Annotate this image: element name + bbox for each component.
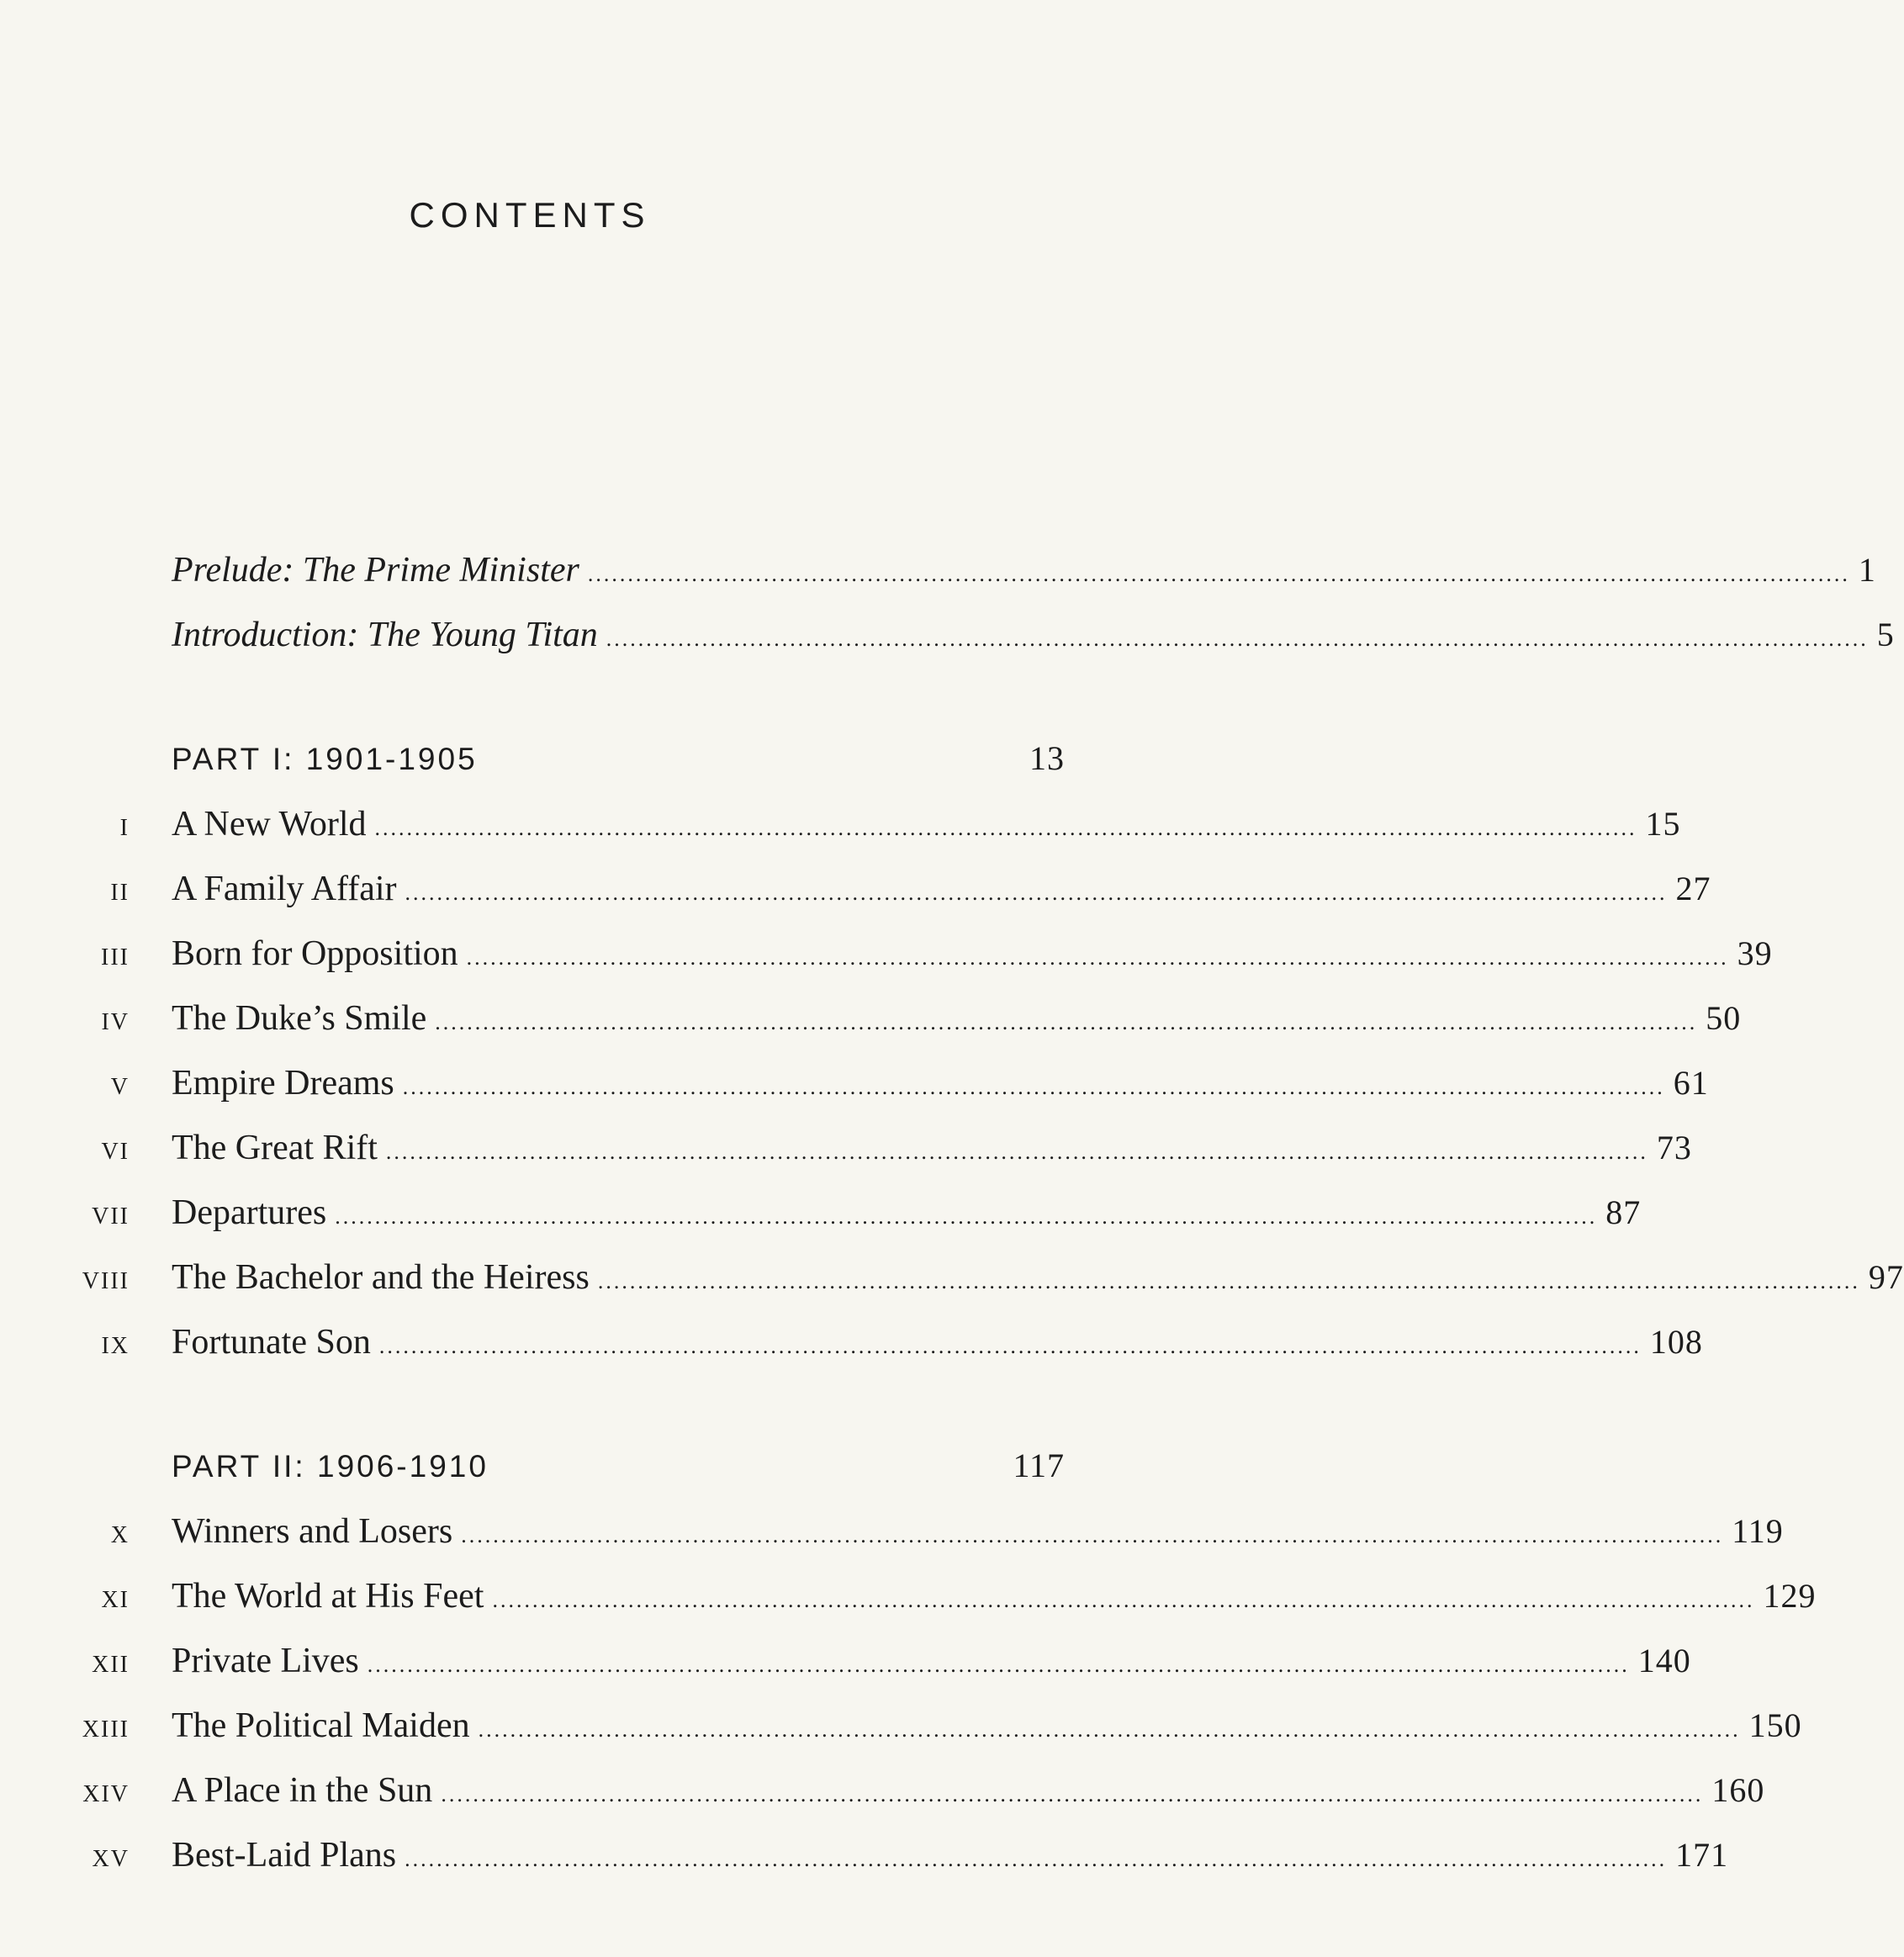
page-number: 39 [1737,934,1773,972]
entry-label: Introduction: The Young Titan [172,616,598,654]
dot-leader: .............................................................................................................................................................. [435,1010,1698,1034]
page-number: 117 [1013,1447,1065,1484]
chapter-title: Departures [172,1193,327,1232]
page-number: 129 [1763,1577,1817,1615]
page-number: 1 [1858,551,1876,589]
entry-label: Prelude: The Prime Minister [172,551,579,590]
chapter-number: v [110,1064,130,1102]
dot-leader: .............................................................................................................................................................. [405,1847,1668,1871]
chapter-number: ix [101,1323,130,1361]
chapter-title: A Family Affair [172,870,397,908]
toc-row-chapter[interactable] [0,1058,1709,1108]
chapter-title: The Political Maiden [172,1706,470,1745]
chapter-number: xi [101,1577,130,1615]
page-number: 97 [1868,1258,1904,1296]
toc-row-chapter[interactable] [0,1123,1692,1173]
dot-leader: .............................................................................................................................................................. [378,1334,1642,1358]
toc-row-chapter[interactable] [0,1700,1802,1751]
toc-row-chapter[interactable] [0,1317,1703,1367]
toc-row-chapter[interactable] [0,928,1773,979]
dot-leader: .............................................................................................................................................................. [466,945,1729,970]
page-number: 50 [1706,999,1742,1037]
page-number: 61 [1673,1064,1709,1102]
chapter-title: Fortunate Son [172,1323,371,1362]
chapter-number: i [119,805,130,843]
chapter-number: vi [101,1129,130,1166]
toc-row-chapter[interactable] [0,1765,1765,1816]
dot-leader: .............................................................................................................................................................. [606,627,1869,651]
chapter-title: The Bachelor and the Heiress [172,1258,590,1297]
toc-row-chapter[interactable] [0,1571,1817,1621]
page-number: 160 [1711,1771,1765,1809]
chapter-number: viii [82,1258,130,1296]
chapter-number: xiii [82,1706,130,1744]
dot-leader: .............................................................................................................................................................. [367,1653,1630,1677]
page-number: 150 [1748,1706,1802,1744]
dot-leader: .............................................................................................................................................................. [587,562,1850,586]
page-number: 108 [1649,1323,1703,1361]
toc-row-introduction[interactable] [0,610,1895,660]
chapter-number: x [110,1512,130,1550]
chapter-title: Born for Opposition [172,934,458,973]
part-heading: PART I: 1901-1905 [172,742,478,776]
page-number: 13 [1029,739,1065,777]
page-number: 27 [1675,870,1711,907]
toc-row-prelude[interactable] [0,545,1876,595]
page-number: 119 [1732,1512,1784,1550]
page-number: 140 [1637,1642,1691,1679]
page-number: 15 [1645,805,1681,843]
dot-leader: .............................................................................................................................................................. [597,1269,1860,1293]
dot-leader: .............................................................................................................................................................. [492,1588,1755,1612]
toc-row-chapter[interactable] [0,1506,1784,1557]
chapter-number: iii [101,934,130,972]
chapter-number: iv [101,999,130,1037]
chapter-number: xiv [82,1771,130,1809]
toc-row-chapter[interactable] [0,1636,1691,1686]
page-number: 87 [1605,1193,1642,1231]
chapter-title: A Place in the Sun [172,1771,433,1810]
dot-leader: .............................................................................................................................................................. [461,1523,1724,1547]
chapter-number: vii [92,1193,130,1231]
chapter-number: xv [92,1836,130,1874]
toc-row-chapter[interactable] [0,1830,1729,1880]
page-number: 171 [1675,1836,1729,1874]
part-heading-row[interactable] [0,1441,1172,1491]
page-number: 73 [1656,1129,1692,1166]
dot-leader: .............................................................................................................................................................. [478,1717,1741,1742]
dot-leader: .............................................................................................................................................................. [405,881,1668,905]
chapter-title: Winners and Losers [172,1512,453,1551]
page-title: CONTENTS [409,195,651,235]
dot-leader: .............................................................................................................................................................. [385,1140,1648,1164]
chapter-title: A New World [172,805,367,844]
page-number: 5 [1876,616,1895,653]
chapter-title: Best-Laid Plans [172,1836,397,1875]
toc-row-chapter[interactable] [0,1252,1904,1303]
chapter-number: ii [110,870,130,907]
part-heading: PART II: 1906-1910 [172,1449,489,1484]
toc-row-chapter[interactable] [0,799,1681,849]
toc-row-chapter[interactable] [0,1187,1642,1238]
toc-row-chapter[interactable] [0,993,1742,1044]
chapter-title: The Great Rift [172,1129,378,1167]
chapter-title: The World at His Feet [172,1577,484,1616]
dot-leader: .............................................................................................................................................................. [441,1782,1704,1806]
chapter-title: The Duke’s Smile [172,999,427,1038]
dot-leader: .............................................................................................................................................................. [402,1075,1665,1099]
chapter-title: Empire Dreams [172,1064,394,1103]
dot-leader: .............................................................................................................................................................. [335,1204,1598,1229]
chapter-title: Private Lives [172,1642,359,1680]
part-heading-row[interactable] [0,733,1172,784]
dot-leader: .............................................................................................................................................................. [374,816,1637,840]
chapter-number: xii [92,1642,130,1679]
toc-row-chapter[interactable] [0,864,1711,914]
